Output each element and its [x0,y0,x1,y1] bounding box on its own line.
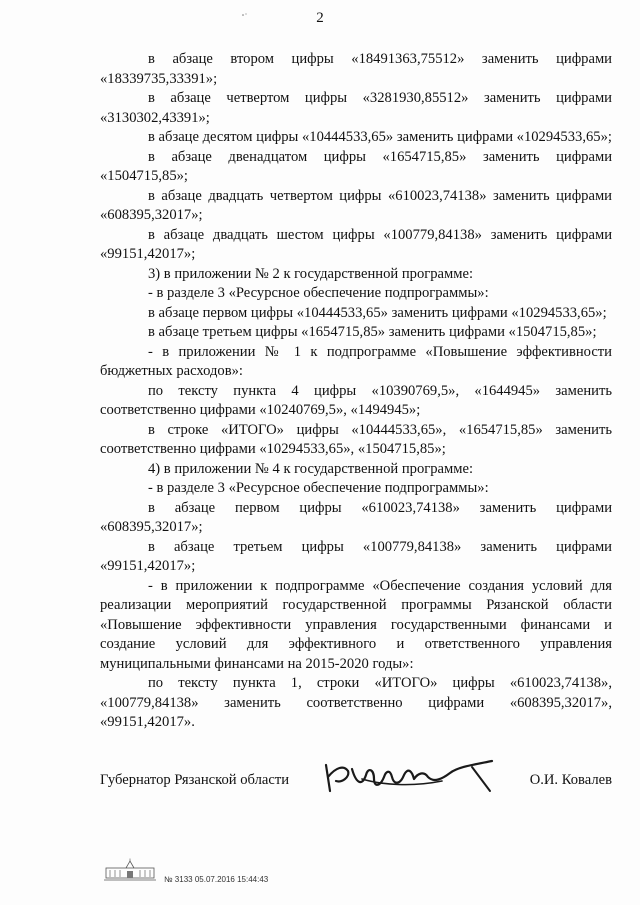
building-logo-icon [104,858,156,882]
signatory-title: Губернатор Рязанской области [100,772,290,788]
paragraph-17: в абзаце третьем цифры «100779,84138» заменить цифрами «99151,42017»; [100,538,612,574]
paragraph-11: - в приложении № 1 к подпрограмме «Повышение эффективности бюджетных расходов»: [100,343,612,379]
paragraph-3: в абзаце десятом цифры «10444533,65» заменить цифрами «10294533,65»; [148,129,612,145]
paragraph-18: - в приложении к подпрограмме «Обеспечение создания условий для реализации мероприятий государственной программы Рязанской области «Повышение эффективности управления государственными финансами и создание условий для эффективного и ответственного управления муниципальными финансами на 2015-2020 годы»: [100,577,612,672]
signatory-name: О.И. Ковалев [529,772,612,788]
paragraph-13: в строке «ИТОГО» цифры «10444533,65», «1654715,85» заменить соответственно цифрами «10294533,65», «1504715,85»; [100,421,612,457]
paragraph-19: по тексту пункта 1, строки «ИТОГО» цифры «610023,74138», «100779,84138» заменить соответственно цифрами «608395,32017», «99151,42017». [100,675,612,730]
paragraph-10: в абзаце третьем цифры «1654715,85» заменить цифрами «1504715,85»; [148,324,597,340]
paragraph-15: - в разделе 3 «Ресурсное обеспечение подпрограммы»: [148,480,489,496]
paragraph-2: в абзаце четвертом цифры «3281930,85512» заменить цифрами «3130302,43391»; [100,90,612,126]
handwritten-signature [322,757,502,801]
paragraph-7: 3) в приложении № 2 к государственной программе: [148,265,474,282]
paragraph-12: по тексту пункта 4 цифры «10390769,5», «1644945» заменить соответственно цифрами «10240769,5», «1494945»; [100,382,612,418]
page-number: 2 [316,10,324,26]
paragraph-14: 4) в приложении № 4 к государственной программе: [148,460,474,477]
paragraph-5: в абзаце двадцать четвертом цифры «610023,74138» заменить цифрами «608395,32017»; [100,187,612,223]
paragraph-16: в абзаце первом цифры «610023,74138» заменить цифрами «608395,32017»; [100,499,612,535]
paragraph-1: в абзаце втором цифры «18491363,75512» заменить цифрами «18339735,33391»; [100,51,612,87]
paragraph-4: в абзаце двенадцатом цифры «1654715,85» заменить цифрами «1504715,85»; [100,148,612,184]
registration-number: № 3133 05.07.2016 15:44:43 [164,875,269,884]
document-body [100,50,612,733]
paragraph-9: в абзаце первом цифры «10444533,65» заменить цифрами «10294533,65»; [148,304,607,321]
paragraph-6: в абзаце двадцать шестом цифры «100779,84138» заменить цифрами «99151,42017»; [100,226,612,262]
paragraph-8: - в разделе 3 «Ресурсное обеспечение подпрограммы»: [148,285,489,301]
scan-specks [240,10,260,20]
